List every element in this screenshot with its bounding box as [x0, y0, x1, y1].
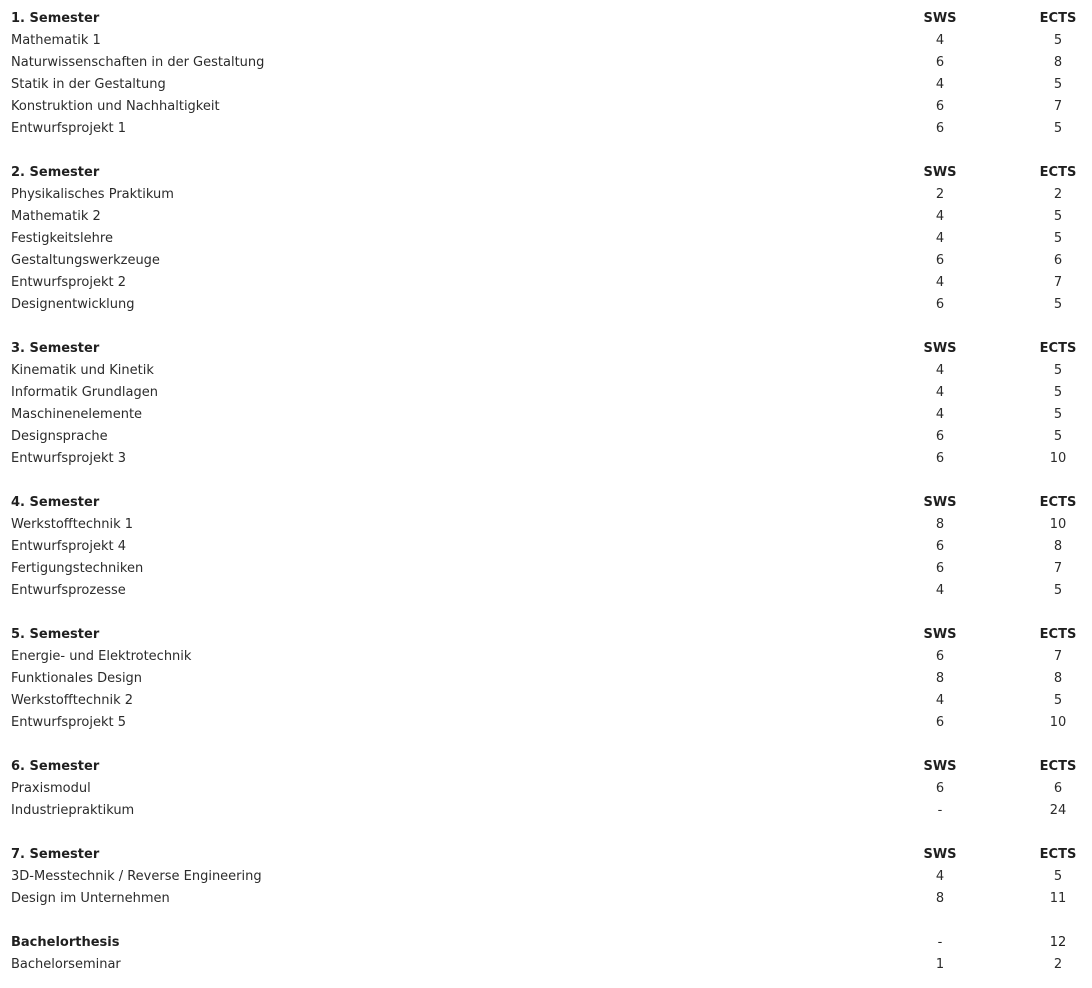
module-ects: 8	[1053, 55, 1063, 70]
module-sws: 6	[935, 649, 945, 664]
module-name: Werkstofftechnik 1	[11, 517, 134, 532]
module-sws: 4	[935, 693, 945, 708]
module-name: Informatik Grundlagen	[11, 385, 158, 400]
module-name: Designsprache	[11, 429, 108, 444]
module-row	[0, 888, 1092, 910]
ects-column-header: ECTS	[1039, 627, 1077, 642]
module-ects: 7	[1053, 99, 1063, 114]
sws-column-header: SWS	[923, 341, 957, 356]
ects-column-header: ECTS	[1039, 495, 1077, 510]
module-row	[0, 184, 1092, 206]
module-ects: 5	[1053, 77, 1063, 92]
module-sws: 4	[935, 275, 945, 290]
module-sws: 4	[935, 583, 945, 598]
section-title: 3. Semester	[11, 341, 100, 356]
module-row	[0, 778, 1092, 800]
module-ects: 8	[1053, 671, 1063, 686]
module-sws: 4	[935, 231, 945, 246]
sws-column-header: SWS	[923, 165, 957, 180]
module-row	[0, 360, 1092, 382]
module-sws: 6	[935, 121, 945, 136]
module-sws: 6	[935, 781, 945, 796]
module-ects: 5	[1053, 209, 1063, 224]
ects-column-header: ECTS	[1039, 11, 1077, 26]
module-sws: 6	[935, 55, 945, 70]
module-ects: 5	[1053, 869, 1063, 884]
module-ects: 5	[1053, 297, 1063, 312]
module-row	[0, 30, 1092, 52]
module-row	[0, 954, 1092, 976]
module-name: Industriepraktikum	[11, 803, 135, 818]
sws-column-header: SWS	[923, 847, 957, 862]
module-sws: 6	[935, 539, 945, 554]
module-name: Entwurfsprojekt 2	[11, 275, 127, 290]
module-name: Festigkeitslehre	[11, 231, 113, 246]
module-sws: 6	[935, 429, 945, 444]
module-sws: 4	[935, 209, 945, 224]
module-row	[0, 448, 1092, 470]
module-row	[0, 382, 1092, 404]
module-sws: 4	[935, 407, 945, 422]
module-row	[0, 426, 1092, 448]
module-ects: 8	[1053, 539, 1063, 554]
section-header	[0, 162, 1092, 184]
module-ects: 5	[1053, 363, 1063, 378]
module-ects: 11	[1049, 891, 1067, 906]
module-ects: 5	[1053, 693, 1063, 708]
module-row	[0, 866, 1092, 888]
module-name: Praxismodul	[11, 781, 91, 796]
module-name: Entwurfsprojekt 4	[11, 539, 127, 554]
module-row	[0, 558, 1092, 580]
module-sws: 6	[935, 451, 945, 466]
ects-column-header: ECTS	[1039, 759, 1077, 774]
module-ects: 6	[1053, 253, 1063, 268]
thesis-ects: 12	[1049, 935, 1067, 950]
module-ects: 5	[1053, 583, 1063, 598]
module-name: Werkstofftechnik 2	[11, 693, 134, 708]
module-sws: 8	[935, 891, 945, 906]
module-name: Mathematik 2	[11, 209, 101, 224]
thesis-sws: -	[937, 935, 943, 950]
ects-column-header: ECTS	[1039, 341, 1077, 356]
module-ects: 5	[1053, 429, 1063, 444]
module-ects: 10	[1049, 451, 1067, 466]
module-row	[0, 712, 1092, 734]
module-sws: 4	[935, 363, 945, 378]
module-ects: 24	[1049, 803, 1067, 818]
module-ects: 5	[1053, 231, 1063, 246]
module-row	[0, 668, 1092, 690]
module-row	[0, 404, 1092, 426]
semester-section	[0, 844, 1092, 910]
module-ects: 7	[1053, 561, 1063, 576]
module-name: Design im Unternehmen	[11, 891, 170, 906]
module-row	[0, 96, 1092, 118]
module-row	[0, 690, 1092, 712]
section-title: 1. Semester	[11, 11, 100, 26]
section-header	[0, 844, 1092, 866]
section-title: 6. Semester	[11, 759, 100, 774]
module-ects: 6	[1053, 781, 1063, 796]
module-row	[0, 294, 1092, 316]
module-ects: 2	[1053, 187, 1063, 202]
module-ects: 5	[1053, 407, 1063, 422]
module-name: Entwurfsprojekt 5	[11, 715, 127, 730]
module-row	[0, 74, 1092, 96]
section-title: 4. Semester	[11, 495, 100, 510]
module-name: Physikalisches Praktikum	[11, 187, 174, 202]
module-ects: 5	[1053, 33, 1063, 48]
semester-section	[0, 624, 1092, 734]
module-name: Mathematik 1	[11, 33, 101, 48]
module-row	[0, 206, 1092, 228]
section-title: Bachelorthesis	[11, 935, 120, 950]
module-ects: 5	[1053, 385, 1063, 400]
module-name: Entwurfsprojekt 1	[11, 121, 127, 136]
module-row	[0, 250, 1092, 272]
module-name: Maschinenelemente	[11, 407, 143, 422]
module-ects: 7	[1053, 649, 1063, 664]
module-ects: 2	[1053, 957, 1063, 972]
module-row	[0, 514, 1092, 536]
module-sws: 8	[935, 517, 945, 532]
sws-column-header: SWS	[923, 495, 957, 510]
module-sws: 2	[935, 187, 945, 202]
section-header	[0, 756, 1092, 778]
semester-section	[0, 338, 1092, 470]
section-header	[0, 8, 1092, 30]
module-row	[0, 580, 1092, 602]
module-row	[0, 646, 1092, 668]
sws-column-header: SWS	[923, 627, 957, 642]
section-title: 2. Semester	[11, 165, 100, 180]
module-row	[0, 118, 1092, 140]
module-sws: 4	[935, 77, 945, 92]
module-name: Entwurfsprojekt 3	[11, 451, 127, 466]
module-name: Gestaltungswerkzeuge	[11, 253, 160, 268]
semester-section	[0, 492, 1092, 602]
module-name: 3D-Messtechnik / Reverse Engineering	[11, 869, 262, 884]
sws-column-header: SWS	[923, 11, 957, 26]
module-sws: 1	[935, 957, 945, 972]
module-row	[0, 272, 1092, 294]
module-sws: 6	[935, 297, 945, 312]
semester-section	[0, 756, 1092, 822]
module-name: Naturwissenschaften in der Gestaltung	[11, 55, 265, 70]
thesis-section	[0, 932, 1092, 976]
module-name: Kinematik und Kinetik	[11, 363, 154, 378]
section-header	[0, 492, 1092, 514]
module-ects: 10	[1049, 517, 1067, 532]
module-ects: 7	[1053, 275, 1063, 290]
section-title: 7. Semester	[11, 847, 100, 862]
module-name: Fertigungstechniken	[11, 561, 144, 576]
ects-column-header: ECTS	[1039, 847, 1077, 862]
module-name: Funktionales Design	[11, 671, 143, 686]
module-ects: 5	[1053, 121, 1063, 136]
section-header	[0, 624, 1092, 646]
semester-section	[0, 8, 1092, 140]
module-sws: 6	[935, 253, 945, 268]
module-row	[0, 800, 1092, 822]
module-name: Energie- und Elektrotechnik	[11, 649, 192, 664]
module-sws: 6	[935, 561, 945, 576]
module-sws: 4	[935, 385, 945, 400]
module-name: Entwurfsprozesse	[11, 583, 126, 598]
module-sws: 6	[935, 99, 945, 114]
module-name: Statik in der Gestaltung	[11, 77, 166, 92]
module-sws: -	[937, 803, 943, 818]
sws-column-header: SWS	[923, 759, 957, 774]
module-name: Designentwicklung	[11, 297, 135, 312]
module-row	[0, 536, 1092, 558]
module-row	[0, 52, 1092, 74]
module-sws: 4	[935, 33, 945, 48]
module-row	[0, 228, 1092, 250]
module-ects: 10	[1049, 715, 1067, 730]
section-header	[0, 338, 1092, 360]
module-name: Konstruktion und Nachhaltigkeit	[11, 99, 220, 114]
module-sws: 4	[935, 869, 945, 884]
ects-column-header: ECTS	[1039, 165, 1077, 180]
module-sws: 8	[935, 671, 945, 686]
module-name: Bachelorseminar	[11, 957, 121, 972]
module-sws: 6	[935, 715, 945, 730]
section-header	[0, 932, 1092, 954]
section-title: 5. Semester	[11, 627, 100, 642]
semester-section	[0, 162, 1092, 316]
